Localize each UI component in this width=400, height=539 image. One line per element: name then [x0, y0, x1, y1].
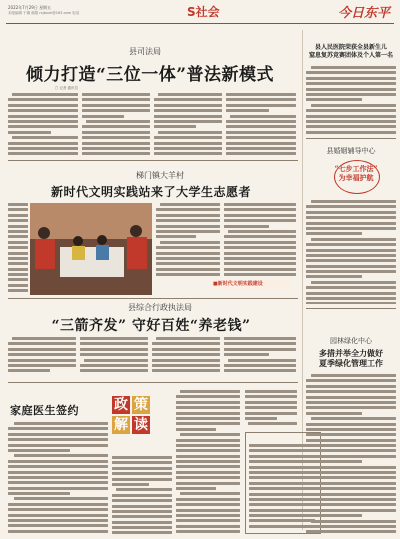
policy-char: 解: [114, 417, 128, 433]
article2-headline: 新时代文明实践站来了大学生志愿者: [50, 185, 251, 199]
article3-body-col4: [224, 337, 296, 377]
article1-body-col4: [226, 93, 296, 155]
article2-body-narrow: [8, 203, 28, 295]
side3-body: [306, 374, 396, 534]
article4-body-col2: [112, 456, 172, 534]
side3-headline-line2: 夏季绿化管理工作: [319, 358, 383, 368]
article2-body-col3: [224, 203, 296, 278]
article1-body-col1: [8, 93, 78, 155]
article1-byline: □ 记者 通讯员: [55, 86, 79, 90]
side3-headline-line1: 多措并举全力做好: [319, 348, 383, 358]
article4-body-col1: [8, 422, 108, 534]
side2-slogan: “七步工作法”: [334, 164, 378, 173]
article3-kicker: 县综合行政执法局: [128, 303, 192, 312]
article4-body-col4: [245, 390, 297, 430]
volunteer-photo: [30, 203, 152, 295]
article-separator: [8, 298, 298, 299]
article3-headline: “三箭齐发” 守好百姓“养老钱”: [51, 318, 251, 334]
article1-body-col3: [154, 93, 222, 155]
article2-body-col2: [156, 203, 220, 278]
masthead-rule: [6, 23, 394, 24]
article1-kicker: 县司法局: [129, 47, 161, 56]
side2-headline: 为幸福护航: [338, 173, 374, 183]
issue-date: 2022年7月29日 星期五: [8, 5, 52, 10]
article2-kicker: 梯门镇大羊村: [136, 171, 184, 180]
brand-logo: 今日东平: [337, 6, 390, 21]
side2-kicker: 县婚姻辅导中心: [326, 147, 376, 155]
side3-headline: [306, 348, 396, 368]
sidebar-separator: [306, 138, 396, 139]
article1-body-col2: [82, 93, 150, 155]
article4-body-col3: [176, 390, 240, 534]
side1-headline: [306, 44, 396, 59]
article3-body-col1: [8, 337, 76, 377]
side1-headline-line2: 窒息复苏竞赛团体及个人第一名: [308, 51, 393, 59]
policy-char: 政: [114, 397, 128, 413]
policy-char: 读: [134, 417, 148, 433]
article-separator: [8, 382, 298, 383]
side1-body: [306, 66, 396, 134]
policy-interpretation-badge: [112, 396, 154, 452]
side1-headline-line1: 县人民医院荣获全县新生儿: [314, 44, 387, 51]
civilization-tag: ■新时代文明实践建设: [213, 281, 263, 287]
side2-slogan-group: [320, 164, 392, 183]
sidebar-separator: [306, 308, 396, 309]
policy-char: 策: [134, 397, 148, 413]
masthead: [0, 0, 400, 26]
article-separator: [8, 160, 298, 161]
side3-kicker: 园林绿化中心: [330, 337, 372, 345]
article4-headline: 家庭医生签约: [10, 404, 79, 417]
editor-contact: 本版编辑 于娜 邮箱 rxjbxxh@163.com 电话: [8, 11, 80, 15]
section-title: S社会: [187, 5, 220, 19]
side2-body: [306, 200, 396, 304]
article3-body-col2: [80, 337, 148, 377]
article1-headline: 倾力打造“三位一体”普法新模式: [25, 65, 275, 85]
article3-body-col3: [152, 337, 220, 377]
